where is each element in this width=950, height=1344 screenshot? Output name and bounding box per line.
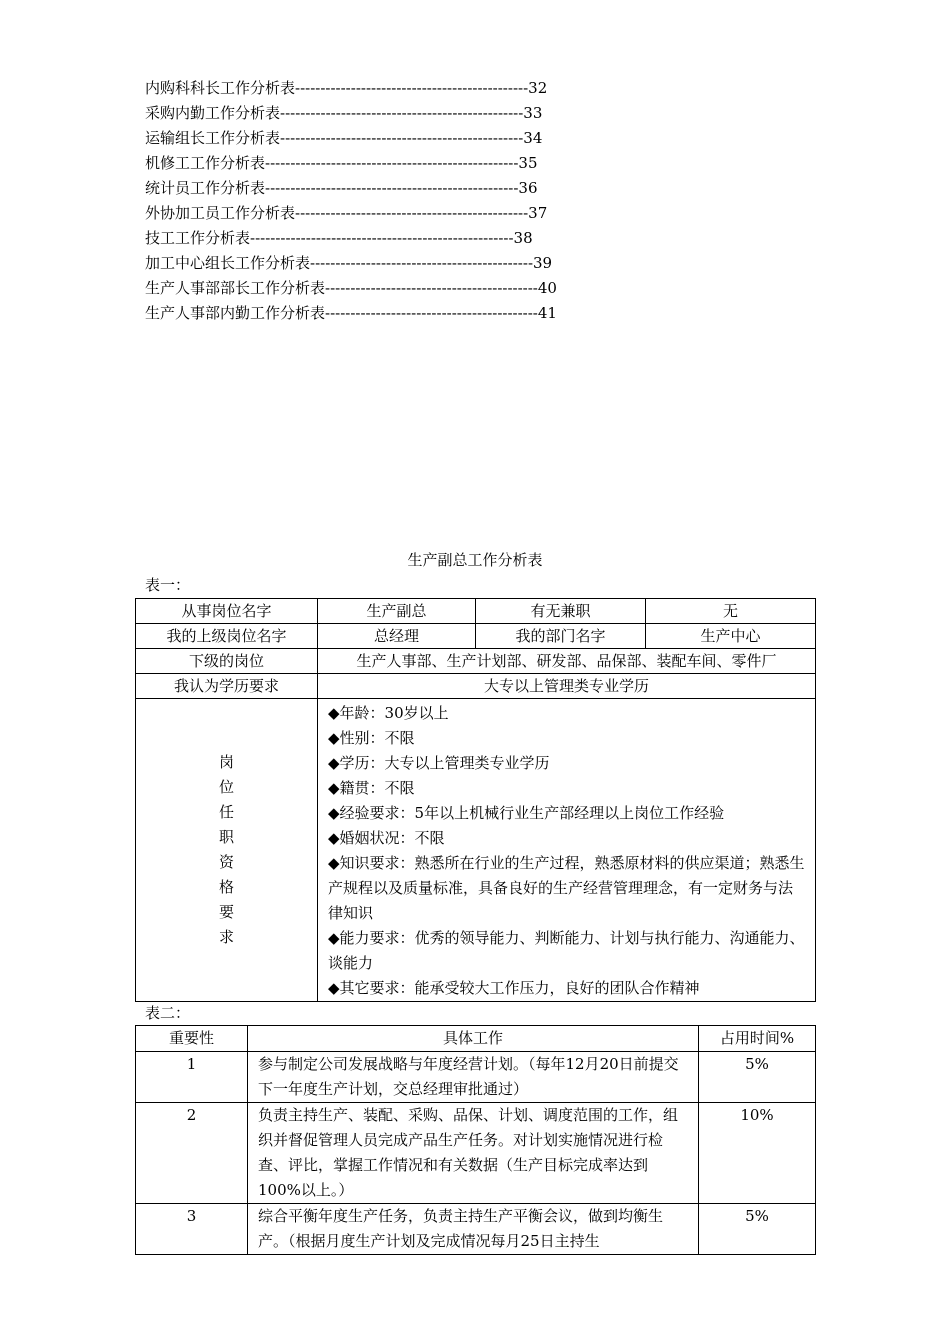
- label-cell: 我的上级岗位名字: [136, 624, 318, 649]
- toc-entry[interactable]: 采购内勤工作分析表------------------------------------------------33: [145, 104, 543, 122]
- label-cell: 我的部门名字: [476, 624, 646, 649]
- page-title: 生产副总工作分析表: [407, 551, 543, 569]
- table-row: [136, 599, 816, 624]
- qualifications-list: [318, 699, 816, 1002]
- column-header: 占用时间%: [699, 1026, 816, 1052]
- toc-entry[interactable]: 机修工工作分析表--------------------------------------------------35: [145, 154, 538, 172]
- value-cell: 大专以上管理类专业学历: [318, 674, 816, 699]
- table-row: [136, 674, 816, 699]
- column-header: 重要性: [136, 1026, 248, 1052]
- toc-entry[interactable]: 加工中心组长工作分析表--------------------------------------------39: [145, 254, 553, 272]
- qualification-item: ◆年龄：30岁以上: [328, 704, 449, 722]
- qualifications-label-cell: [136, 699, 318, 1002]
- time-cell: 5%: [699, 1052, 816, 1103]
- qualification-item: ◆籍贯：不限: [328, 779, 415, 797]
- value-cell: 总经理: [318, 624, 476, 649]
- table-row: [136, 699, 816, 1002]
- qualification-item: ◆经验要求：5年以上机械行业生产部经理以上岗位工作经验: [328, 804, 725, 822]
- table-header-row: [136, 1026, 816, 1052]
- toc-entry[interactable]: 生产人事部部长工作分析表------------------------------------------40: [145, 279, 557, 297]
- importance-cell: 1: [136, 1052, 248, 1103]
- toc-entry[interactable]: 技工工作分析表----------------------------------------------------38: [145, 229, 533, 247]
- toc-entry[interactable]: 统计员工作分析表--------------------------------------------------36: [145, 179, 538, 197]
- qualification-item: ◆婚姻状况：不限: [328, 829, 445, 847]
- work-cell: 综合平衡年度生产任务，负责主持生产平衡会议，做到均衡生产。（根据月度生产计划及完成情况每月25日主持生: [248, 1204, 699, 1255]
- time-cell: 5%: [699, 1204, 816, 1255]
- table-row: [136, 649, 816, 674]
- time-cell: 10%: [699, 1103, 816, 1204]
- toc-entry[interactable]: 内购科科长工作分析表----------------------------------------------32: [145, 79, 548, 97]
- table-of-contents: [145, 76, 595, 326]
- label-cell: 从事岗位名字: [136, 599, 318, 624]
- label-cell: 我认为学历要求: [136, 674, 318, 699]
- qualification-item: ◆能力要求：优秀的领导能力、判断能力、计划与执行能力、沟通能力、谈能力: [328, 929, 805, 972]
- table-row: [136, 1052, 816, 1103]
- value-cell: 生产中心: [646, 624, 816, 649]
- qualification-item: ◆学历：大专以上管理类专业学历: [328, 754, 550, 772]
- value-cell: 生产人事部、生产计划部、研发部、品保部、装配车间、零件厂: [318, 649, 816, 674]
- importance-cell: 2: [136, 1103, 248, 1204]
- toc-entry[interactable]: 生产人事部内勤工作分析表------------------------------------------41: [145, 304, 557, 322]
- value-cell: 无: [646, 599, 816, 624]
- qualifications-label: 岗位任职资格要求: [218, 753, 234, 946]
- qualification-item: ◆知识要求：熟悉所在行业的生产过程，熟悉原材料的供应渠道；熟悉生产规程以及质量标准，具备良好的生产经营管理理念，有一定财务与法律知识: [328, 854, 805, 922]
- toc-entry[interactable]: 运输组长工作分析表------------------------------------------------34: [145, 129, 543, 147]
- label-cell: 下级的岗位: [136, 649, 318, 674]
- work-cell: 参与制定公司发展战略与年度经营计划。（每年12月20日前提交下一年度生产计划，交总经理审批通过）: [248, 1052, 699, 1103]
- value-cell: 生产副总: [318, 599, 476, 624]
- table-row: [136, 1204, 816, 1255]
- column-header: 具体工作: [248, 1026, 699, 1052]
- qualification-item: ◆性别：不限: [328, 729, 415, 747]
- table2-caption: 表二：: [145, 1004, 191, 1022]
- table-row: [136, 624, 816, 649]
- work-cell: 负责主持生产、装配、采购、品保、计划、调度范围的工作，组织并督促管理人员完成产品生产任务。对计划实施情况进行检查、评比，掌握工作情况和有关数据（生产目标完成率达到100%以上。）: [248, 1103, 699, 1204]
- label-cell: 有无兼职: [476, 599, 646, 624]
- table-row: [136, 1103, 816, 1204]
- table1-caption: 表一：: [145, 576, 191, 594]
- qualification-item: ◆其它要求：能承受较大工作压力，良好的团队合作精神: [328, 979, 700, 997]
- duties-table: [135, 1025, 816, 1255]
- toc-entry[interactable]: 外协加工员工作分析表----------------------------------------------37: [145, 204, 548, 222]
- job-info-table: [135, 598, 816, 1002]
- importance-cell: 3: [136, 1204, 248, 1255]
